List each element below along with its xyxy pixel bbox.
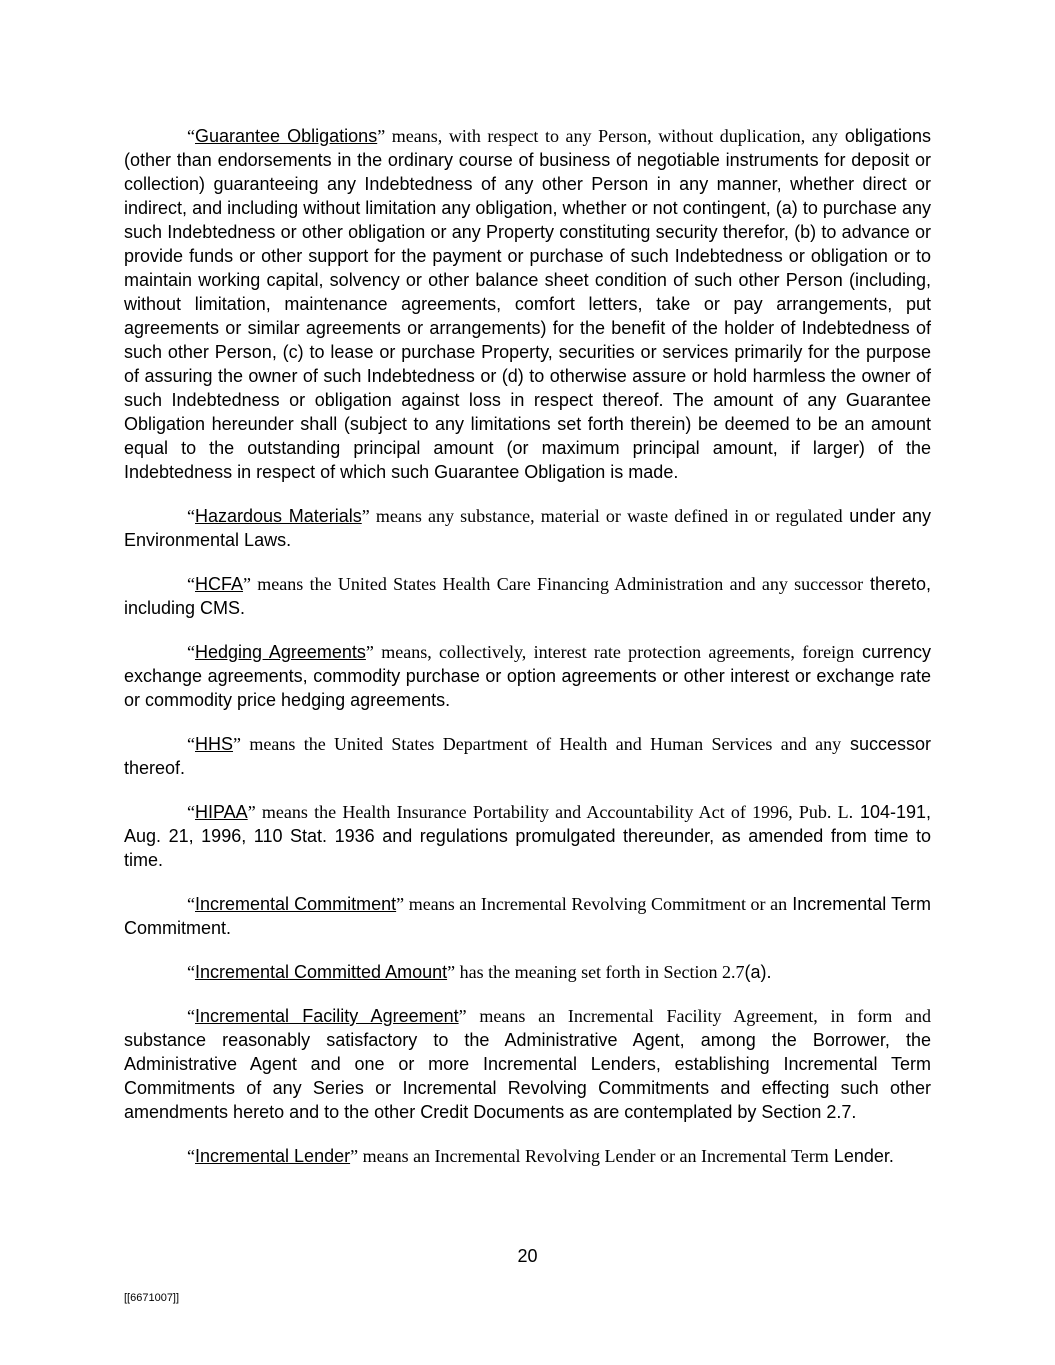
defined-term: Hedging Agreements	[195, 642, 366, 662]
definition-lead: ” means the United States Department of Health and Human Services and any	[233, 734, 842, 754]
definition-lead: ” means an Incremental Facility Agreement, in form and	[458, 1006, 932, 1026]
definition-body: Incremental Term Commitment.	[124, 894, 931, 938]
defined-term: Incremental Facility Agreement	[195, 1006, 459, 1026]
defined-term: Incremental Commitment	[195, 894, 397, 914]
definition-body: (a).	[744, 962, 772, 982]
definition-body: successor thereof.	[124, 734, 931, 778]
definition-lead: ” means the Health Insurance Portability and Accountability Act of 1996, Pub. L.	[247, 802, 854, 822]
definition-guarantee-obligations: “Guarantee Obligations” means, with respect to any Person, without duplication, any obligations (other than endorsements in the ordinary course of business of negotiable instruments for deposit or collection) guaranteeing any Indebtedness of any other Person in any manner, whether direct or indirect, and including without limitation any obligation, whether or not contingent, (a) to purchase any such Indebtedness or other obligation or any Property constituting security therefor, (b) to advance or provide funds or other support for the payment or purchase of such Indebtedness or obligation or to maintain working capital, solvency or other balance sheet condition of such other Person (including, without limitation, maintenance agreements, comfort letters, take or pay arrangements, put agreements or similar agreements or arrangements) for the benefit of the holder of Indebtedness of such other Person, (c) to lease or purchase Property, securities or services primarily for the purpose of assuring the owner of such Indebtedness or (d) to otherwise assure or hold harmless the owner of such Indebtedness or obligation against loss in respect thereof. The amount of any Guarantee Obligation hereunder shall (subject to any limitations set forth therein) be deemed to be an amount equal to the outstanding principal amount (or maximum principal amount, if larger) of the Indebtedness in respect of which such Guarantee Obligation is made.	[124, 126, 931, 482]
definition-hcfa: “HCFA” means the United States Health Care Financing Administration and any successor thereto, including CMS.	[124, 574, 931, 618]
definition-incremental-lender: “Incremental Lender” means an Incremental Revolving Lender or an Incremental Term Lender.	[187, 1146, 894, 1166]
definition-lead: ” means the United States Health Care Financing Administration and any successor	[243, 574, 864, 594]
definition-body: under any Environmental Laws.	[124, 506, 931, 550]
definition-incremental-facility-agreement: “Incremental Facility Agreement” means an Incremental Facility Agreement, in form and substance reasonably satisfactory to the Administrative Agent, among the Borrower, the Administrative Agent and one or more Incremental Lenders, establishing Incremental Term Commitments of any Series or Incremental Revolving Commitments and effecting such other amendments hereto and to the other Credit Documents as are contemplated by Section 2.7.	[124, 1006, 932, 1122]
definition-body: 104-191, Aug. 21, 1996, 110 Stat. 1936 and regulations promulgated thereunder, as amended from time to time.	[124, 802, 931, 870]
definition-hedging-agreements: “Hedging Agreements” means, collectively, interest rate protection agreements, foreign currency exchange agreements, commodity purchase or option agreements or other interest or exchange rate or commodity price hedging agreements.	[124, 642, 931, 710]
defined-term: Hazardous Materials	[195, 506, 362, 526]
definition-body: Lender.	[828, 1146, 894, 1166]
definition-lead: ” means an Incremental Revolving Commitment or an	[396, 894, 788, 914]
defined-term: HHS	[195, 734, 234, 754]
definition-incremental-committed-amount: “Incremental Committed Amount” has the meaning set forth in Section 2.7(a).	[187, 962, 772, 982]
definition-body: obligations (other than endorsements in the ordinary course of business of negotiable instruments for deposit or collection) guaranteeing any Indebtedness of any other Person in any manner, whether direct or indirect, and including without limitation any obligation, whether or not contingent, (a) to purchase any such Indebtedness or other obligation or any Property constituting security therefor, (b) to advance or provide funds or other support for the payment or purchase of such Indebtedness or obligation or to maintain working capital, solvency or other balance sheet condition of such other Person (including, without limitation, maintenance agreements, comfort letters, take or pay arrangements, put agreements or similar agreements or arrangements) for the benefit of the holder of Indebtedness of such other Person, (c) to lease or purchase Property, securities or services primarily for the purpose of assuring the owner of such Indebtedness or (d) to otherwise assure or hold harmless the owner of such Indebtedness or obligation against loss in respect thereof. The amount of any Guarantee Obligation hereunder shall (subject to any limitations set forth therein) be deemed to be an amount equal to the outstanding principal amount (or maximum principal amount, if larger) of the Indebtedness in respect of which such Guarantee Obligation is made.	[124, 126, 931, 482]
definition-hhs: “HHS” means the United States Department of Health and Human Services and any successor thereof.	[124, 734, 931, 778]
definition-incremental-commitment: “Incremental Commitment” means an Incremental Revolving Commitment or an Incremental Term Commitment.	[124, 894, 931, 938]
document-body	[124, 124, 931, 1188]
definition-body: substance reasonably satisfactory to the Administrative Agent, among the Borrower, the Administrative Agent and one or more Incremental Lenders, establishing Incremental Term Commitments of any Series or Incremental Revolving Commitments and effecting such other amendments hereto and to the other Credit Documents as are contemplated by Section 2.7.	[124, 1030, 931, 1122]
defined-term: Incremental Lender	[195, 1146, 351, 1166]
defined-term: Incremental Committed Amount	[195, 962, 448, 982]
page-number: 20	[517, 1246, 538, 1266]
defined-term: Guarantee Obligations	[195, 126, 378, 146]
definition-body: currency exchange agreements, commodity purchase or option agreements or other interest or exchange rate or commodity price hedging agreements.	[124, 642, 931, 710]
defined-term: HCFA	[195, 574, 244, 594]
definition-lead: ” means, with respect to any Person, without duplication, any	[377, 126, 838, 146]
definition-body: thereto, including CMS.	[124, 574, 931, 618]
definition-lead: ” means, collectively, interest rate protection agreements, foreign	[365, 642, 855, 662]
definition-lead: ” means any substance, material or waste defined in or regulated	[361, 506, 843, 526]
document-id: [[6671007]]	[124, 1292, 180, 1304]
definition-hazardous-materials: “Hazardous Materials” means any substance, material or waste defined in or regulated under any Environmental Laws.	[124, 506, 931, 550]
definition-lead: ” means an Incremental Revolving Lender or an Incremental Term	[350, 1146, 829, 1166]
definition-lead: ” has the meaning set forth in Section 2.7	[447, 962, 745, 982]
defined-term: HIPAA	[195, 802, 248, 822]
definition-hipaa: “HIPAA” means the Health Insurance Portability and Accountability Act of 1996, Pub. L. 104-191, Aug. 21, 1996, 110 Stat. 1936 and regulations promulgated thereunder, as amended from time to time.	[124, 802, 931, 870]
